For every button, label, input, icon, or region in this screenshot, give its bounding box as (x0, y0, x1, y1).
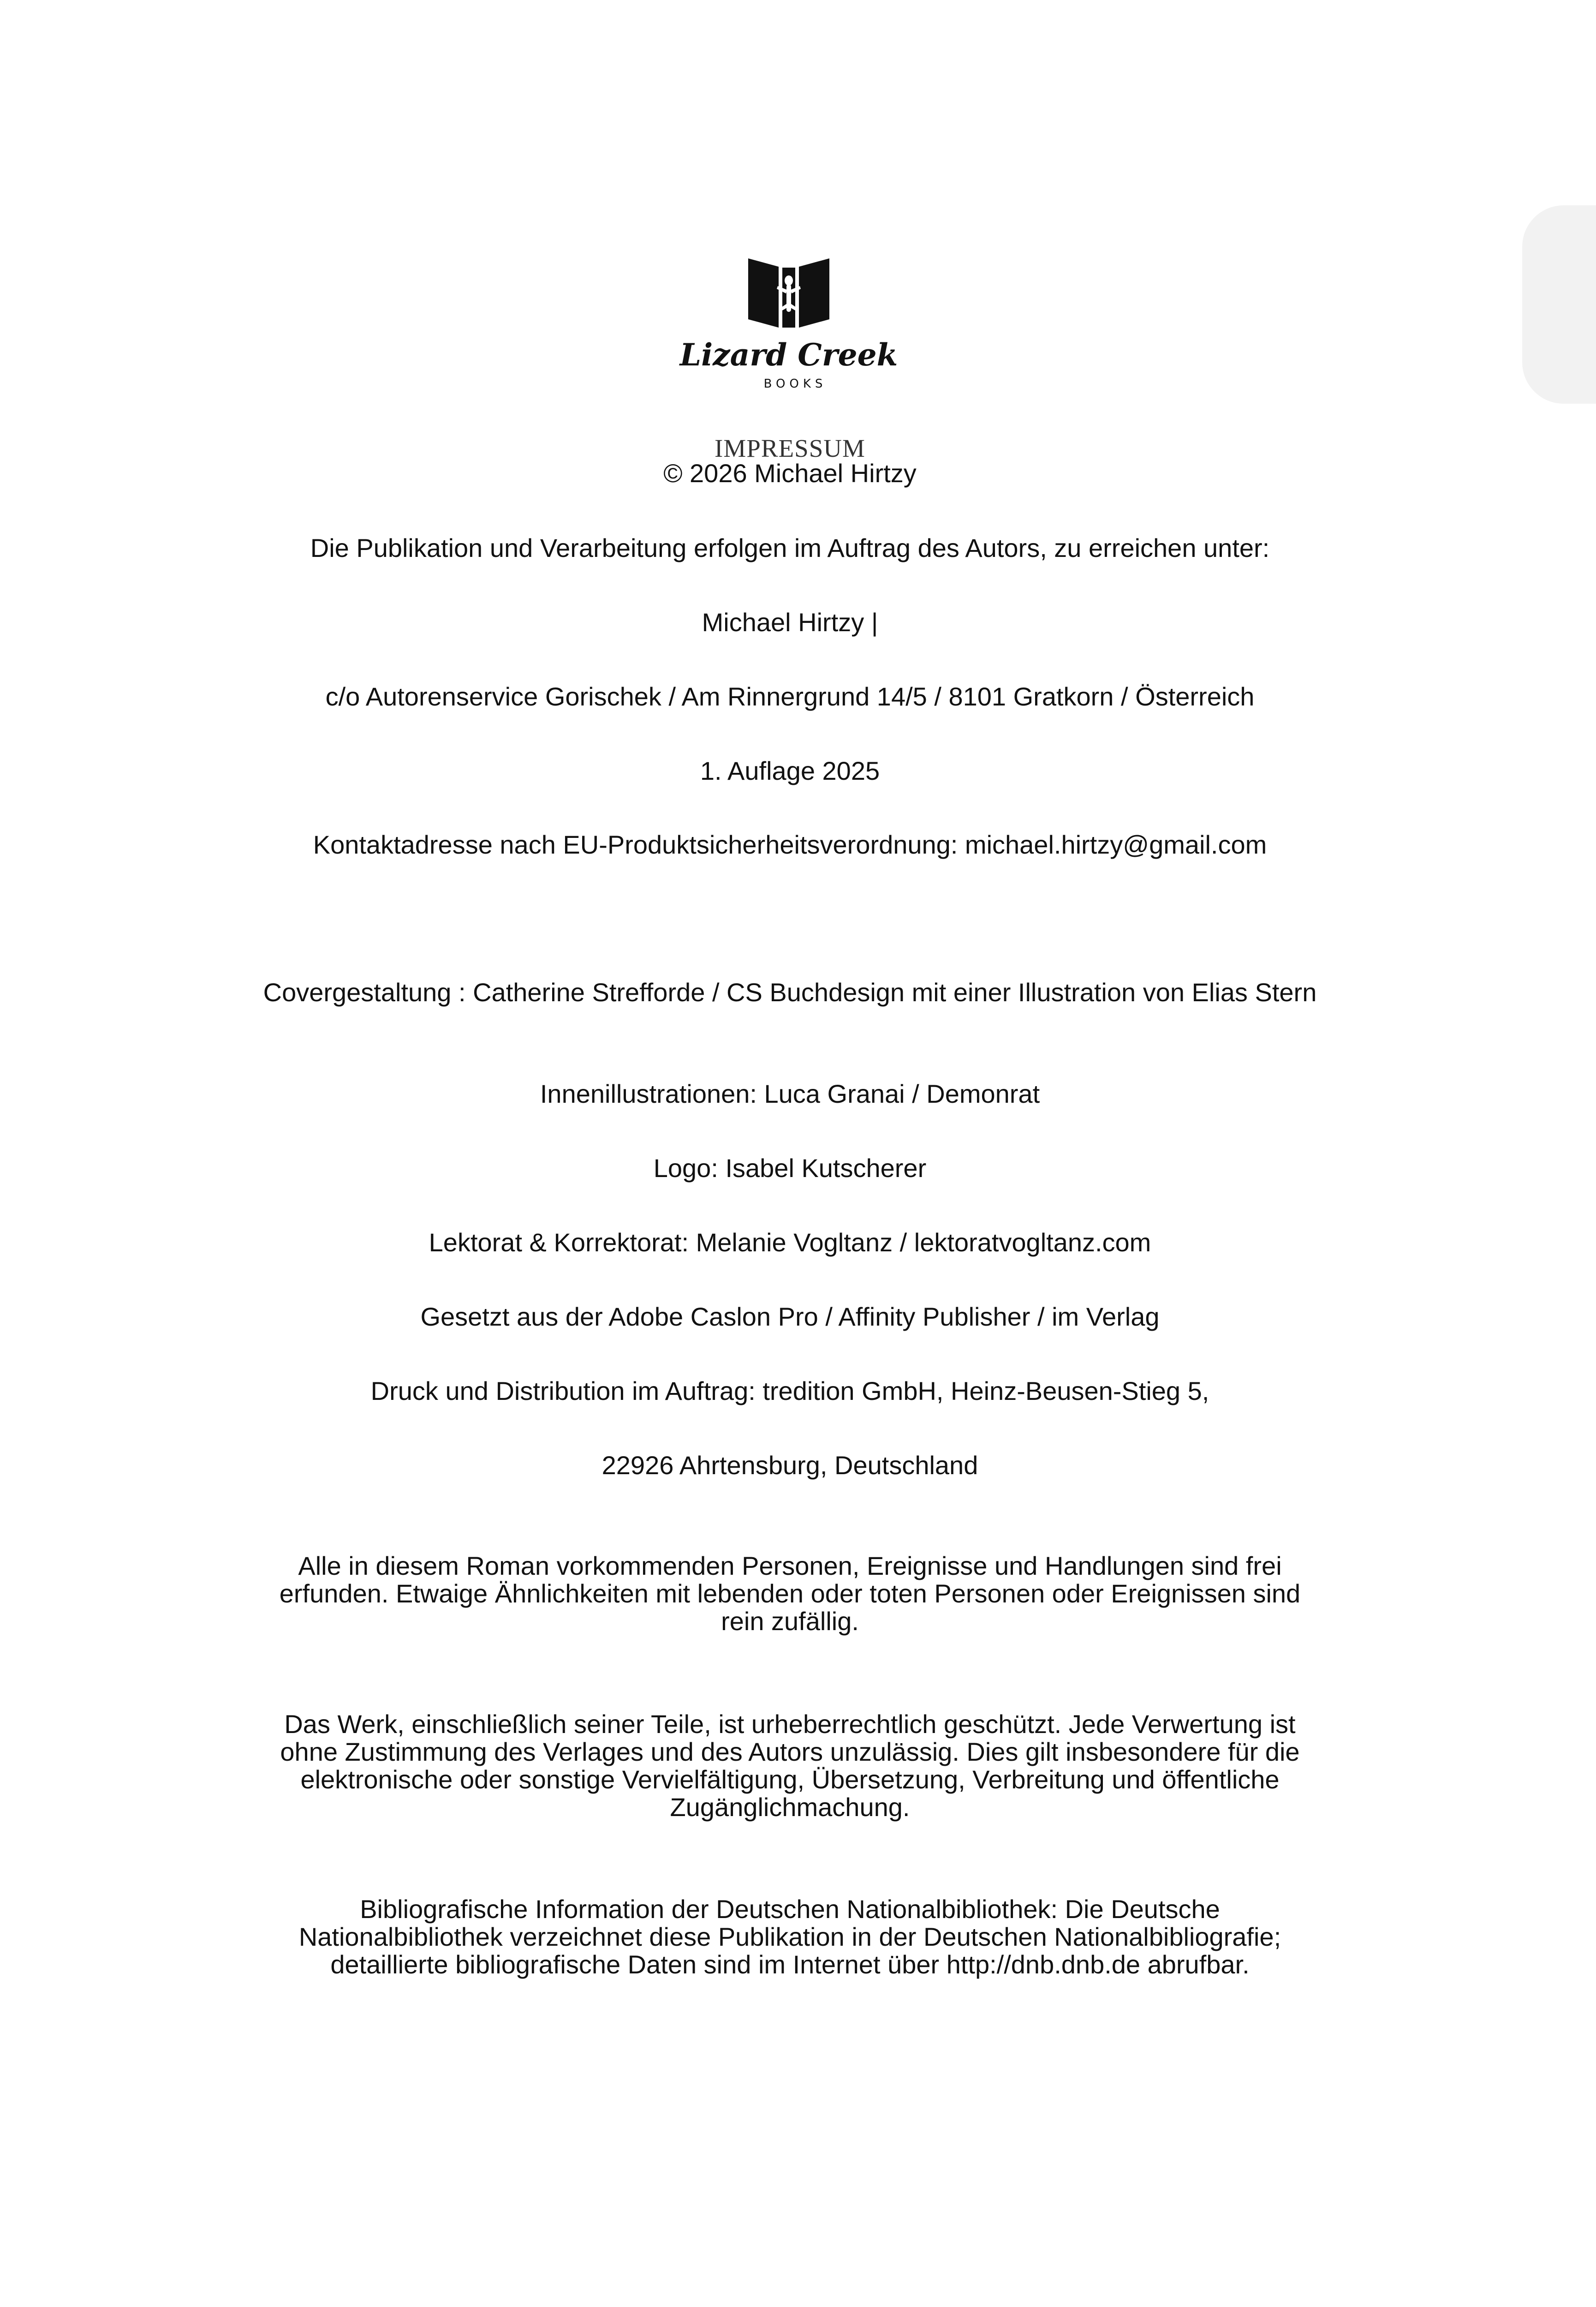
book-with-lizard-icon (679, 245, 898, 397)
impressum-heading: IMPRESSUM (715, 434, 865, 462)
contact-line: Kontaktadresse nach EU-Produktsicherheitsverordnung: michael.hirtzy@gmail.com (313, 830, 1267, 859)
editing-credit: Lektorat & Korrektorat: Melanie Vogltanz / lektoratvogltanz.com (429, 1228, 1151, 1257)
illustration-credit: Innenillustrationen: Luca Granai / Demonrat (540, 1079, 1040, 1108)
printing-city: 22926 Ahrtensburg, Deutschland (601, 1451, 978, 1480)
logo-subtitle: BOOKS (763, 377, 827, 391)
copyright-notice: Das Werk, einschließlich seiner Teile, ist urheberrechtlich geschützt. Jede Verwertung ist ohne Zustimmung des Verlages und des Autors unzulässig. Dies gilt insbesondere für die elektronische oder sonstige Vervielfältigung, Übersetzung, Verbreitung und öffentliche Zugänglichmachung. (280, 1709, 1300, 1822)
bibliographic-notice: Bibliografische Information der Deutschen Nationalbibliothek: Die Deutsche Nationalbibliothek verzeichnet diese Publikation in der Deutschen Nationalbibliografie; detaillierte bibliografische Daten sind im Internet über http://dnb.dnb.de abrufbar. (298, 1895, 1281, 1979)
typesetting-credit: Gesetzt aus der Adobe Caslon Pro / Affinity Publisher / im Verlag (420, 1302, 1160, 1331)
address-line: c/o Autorenservice Gorischek / Am Rinnergrund 14/5 / 8101 Gratkorn / Österreich (325, 682, 1255, 711)
side-tab[interactable] (1522, 205, 1596, 404)
fiction-notice: Alle in diesem Roman vorkommenden Personen, Ereignisse und Handlungen sind frei erfunden. Etwaige Ähnlichkeiten mit lebenden oder toten Personen oder Ereignissen sind rein zufällig. (279, 1551, 1301, 1636)
author-line: Michael Hirtzy | (702, 608, 878, 637)
cover-credit: Covergestaltung : Catherine Strefforde / CS Buchdesign mit einer Illustration von Elias Stern (263, 978, 1317, 1007)
logo-wordmark: Lizard Creek (679, 337, 898, 373)
logo-credit: Logo: Isabel Kutscherer (653, 1154, 927, 1183)
publication-line: Die Publikation und Verarbeitung erfolgen im Auftrag des Autors, zu erreichen unter: (310, 533, 1270, 562)
publisher-logo (679, 245, 898, 397)
edition-line: 1. Auflage 2025 (700, 756, 880, 785)
printing-credit: Druck und Distribution im Auftrag: tredition GmbH, Heinz-Beusen-Stieg 5, (370, 1376, 1209, 1405)
copyright-line: © 2026 Michael Hirtzy (663, 459, 917, 488)
